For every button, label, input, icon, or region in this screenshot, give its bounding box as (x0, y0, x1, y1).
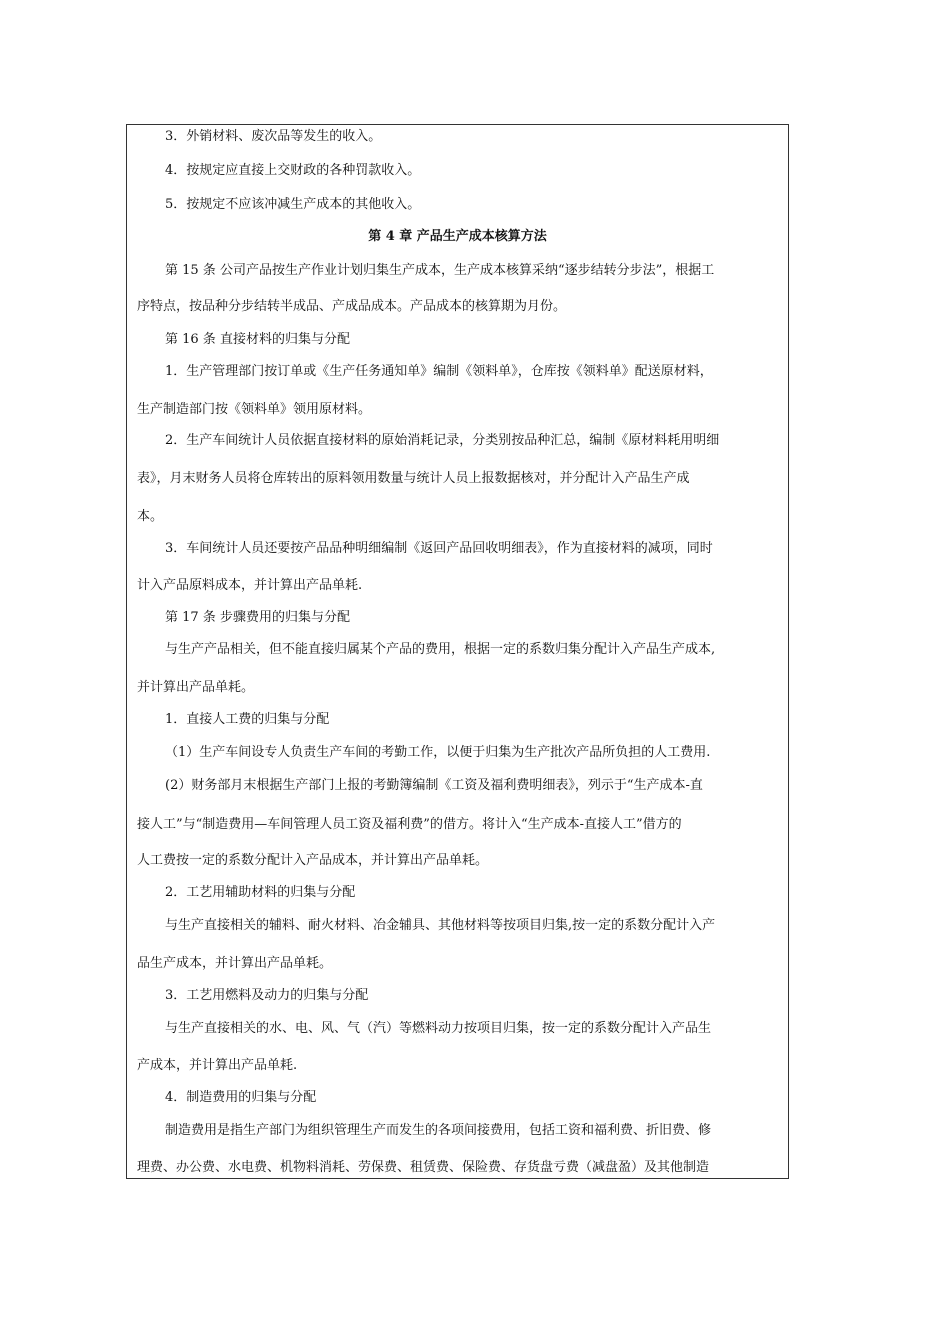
text-line: 1．直接人工费的归集与分配 (165, 712, 330, 727)
text-line: 3．外销材料、废次品等发生的收入。 (165, 129, 382, 144)
text-line: 1．生产管理部门按订单或《生产任务通知单》编制《领料单》，仓库按《领料单》配送原材料， (165, 364, 713, 379)
text-line: 5．按规定不应该冲减生产成本的其他收入。 (165, 197, 421, 212)
text-line: 理费、办公费、水电费、机物料消耗、劳保费、租赁费、保险费、存货盘亏费（减盘盈）及其他制造 (137, 1160, 710, 1175)
section-heading: 第 17 条 步骤费用的归集与分配 (165, 610, 350, 625)
text-line: 品生产成本，并计算出产品单耗。 (137, 956, 333, 971)
text-line: 序特点，按品种分步结转半成品、产成品成本。产品成本的核算期为月份。 (137, 299, 567, 314)
text-line: 3．车间统计人员还要按产品品种明细编制《返回产品回收明细表》，作为直接材料的减项，同时 (165, 541, 713, 556)
document-frame (126, 124, 789, 1179)
text-line: 第 15 条 公司产品按生产作业计划归集生产成本，生产成本核算采纳“逐步结转分步法”，根据工 (165, 263, 715, 278)
text-line: 产成本，并计算出产品单耗. (137, 1058, 298, 1073)
text-line: 4．按规定应直接上交财政的各种罚款收入。 (165, 163, 421, 178)
text-line: 4．制造费用的归集与分配 (165, 1090, 317, 1105)
text-line: 计入产品原料成本，并计算出产品单耗. (137, 578, 363, 593)
chapter-heading: 第 4 章 产品生产成本核算方法 (368, 229, 547, 244)
text-line: (2）财务部月末根据生产部门上报的考勤簿编制《工资及福利费明细表》，列示于“生产成本-直 (165, 778, 703, 793)
text-line: 表》，月末财务人员将仓库转出的原料领用数量与统计人员上报数据核对，并分配计入产品生产成 (137, 471, 690, 486)
text-line: （1）生产车间设专人负责生产车间的考勤工作，以便于归集为生产批次产品所负担的人工费用. (165, 745, 711, 760)
text-line: 本。 (137, 509, 164, 524)
text-line: 与生产直接相关的辅料、耐火材料、冶金辅具、其他材料等按项目归集,按一定的系数分配计入产 (165, 918, 716, 933)
text-line: 人工费按一定的系数分配计入产品成本，并计算出产品单耗。 (137, 853, 489, 868)
text-line: 并计算出产品单耗。 (137, 680, 255, 695)
text-line: 接人工”与“制造费用—车间管理人员工资及福利费”的借方。将计入“生产成本-直接人工”借方的 (137, 817, 682, 832)
text-line: 制造费用是指生产部门为组织管理生产而发生的各项间接费用，包括工资和福利费、折旧费、修 (165, 1123, 712, 1138)
text-line: 生产制造部门按《领料单》领用原材料。 (137, 402, 372, 417)
text-line: 与生产产品相关，但不能直接归属某个产品的费用，根据一定的系数归集分配计入产品生产成本, (165, 642, 716, 657)
text-line: 3．工艺用燃料及动力的归集与分配 (165, 988, 369, 1003)
text-line: 2．工艺用辅助材料的归集与分配 (165, 885, 356, 900)
text-line: 2．生产车间统计人员依据直接材料的原始消耗记录，分类别按品种汇总，编制《原材料耗用明细 (165, 433, 720, 448)
section-heading: 第 16 条 直接材料的归集与分配 (165, 332, 350, 347)
text-line: 与生产直接相关的水、电、风、气（汽）等燃料动力按项目归集，按一定的系数分配计入产品生 (165, 1021, 712, 1036)
